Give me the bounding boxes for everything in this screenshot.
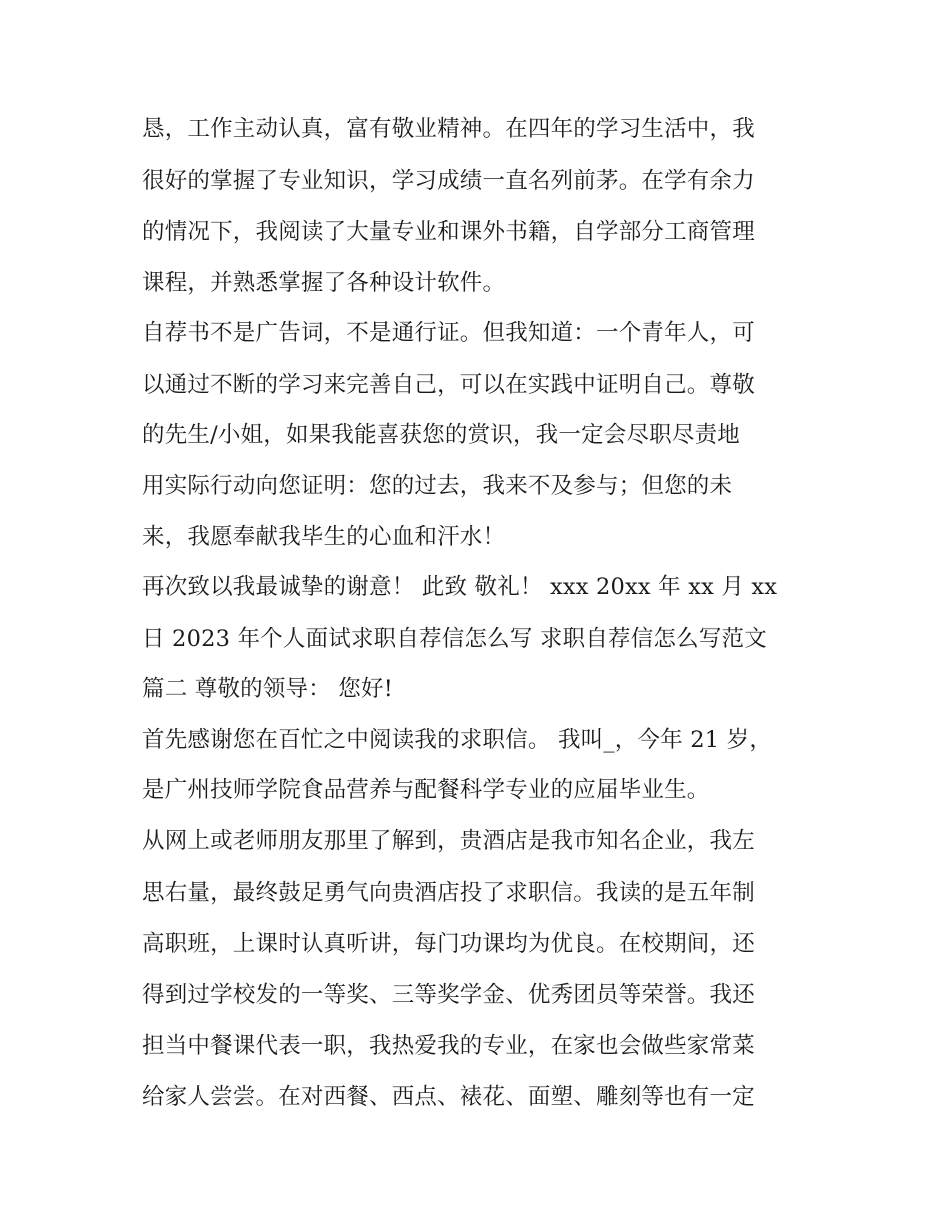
text-line: 给家人尝尝。在对西餐、西点、裱花、面塑、雕刻等也有一定 — [142, 1084, 755, 1110]
text-line: 首先感谢您在百忙之中阅读我的求职信。 我叫_，今年 21 岁， — [142, 727, 773, 753]
text-line: 的情况下，我阅读了大量专业和课外书籍，自学部分工商管理 — [142, 219, 755, 245]
text-line: 日 2023 年个人面试求职自荐信怎么写 求职自荐信怎么写范文 — [142, 626, 767, 652]
text-line: 再次致以我最诚挚的谢意！ 此致 敬礼！ xxx 20xx 年 xx 月 xx — [142, 574, 778, 600]
text-line: 思右量，最终鼓足勇气向贵酒店投了求职信。我读的是五年制 — [142, 880, 755, 906]
text-line: 课程，并熟悉掌握了各种设计软件。 — [142, 270, 506, 296]
text-line: 来，我愿奉献我毕生的心血和汗水！ — [142, 524, 506, 550]
text-line: 以通过不断的学习来完善自己，可以在实践中证明自己。尊敬 — [142, 372, 755, 398]
text-line: 很好的掌握了专业知识，学习成绩一直名列前茅。在学有余力 — [142, 168, 755, 194]
text-line: 恳，工作主动认真，富有敬业精神。在四年的学习生活中，我 — [142, 116, 755, 142]
text-line: 担当中餐课代表一职，我热爱我的专业，在家也会做些家常菜 — [142, 1033, 755, 1059]
text-line: 篇二 尊敬的领导： 您好! — [142, 676, 393, 702]
text-line: 从网上或老师朋友那里了解到，贵酒店是我市知名企业，我左 — [142, 828, 755, 854]
text-line: 用实际行动向您证明：您的过去，我来不及参与；但您的未 — [142, 473, 733, 499]
text-line: 是广州技师学院食品营养与配餐科学专业的应届毕业生。 — [142, 777, 710, 803]
text-line: 的先生/小姐，如果我能喜获您的赏识，我一定会尽职尽责地 — [142, 422, 740, 448]
text-line: 自荐书不是广告词，不是通行证。但我知道：一个青年人，可 — [142, 320, 755, 346]
text-line: 得到过学校发的一等奖、三等奖学金、优秀团员等荣誉。我还 — [142, 982, 755, 1008]
text-line: 高职班，上课时认真听讲，每门功课均为优良。在校期间，还 — [142, 931, 755, 957]
